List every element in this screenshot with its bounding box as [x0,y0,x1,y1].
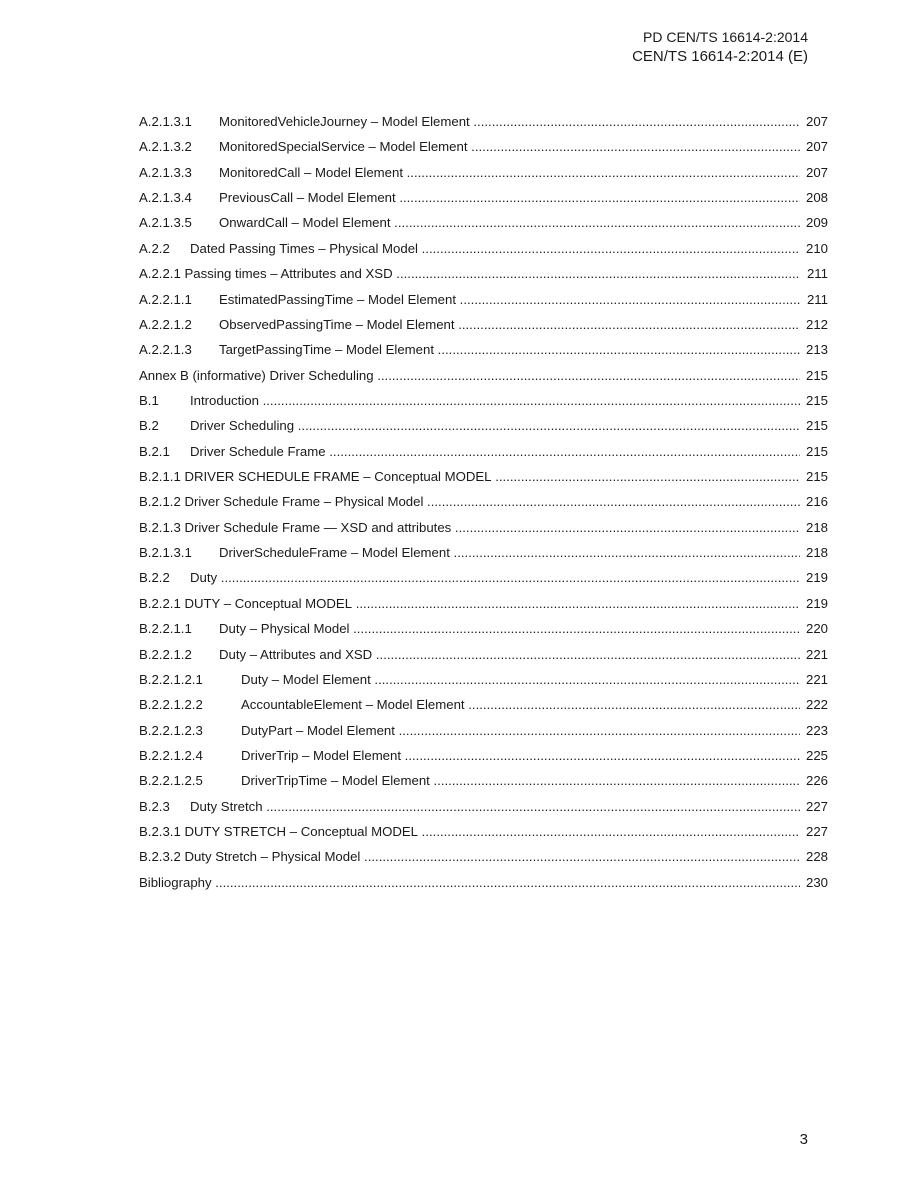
toc-entry[interactable] [139,113,828,138]
toc-entry[interactable] [139,214,828,239]
page-number: 3 [799,1131,808,1148]
toc-entry-text [139,468,800,486]
toc-entry-title: B.2.3.2 Duty Stretch – Physical Model [139,849,361,865]
toc-entry-text [139,493,800,511]
toc-entry[interactable] [139,392,828,417]
toc-entry-page: 212 [805,316,828,332]
toc-entry[interactable] [139,620,828,645]
toc-entry-title: Bibliography [139,874,212,890]
toc-entry[interactable] [139,138,828,163]
toc-entry-page: 207 [805,114,828,129]
toc-entry-title: Duty Stretch [190,798,263,814]
toc-entry-title: Duty [190,570,218,586]
toc-entry-page: 215 [805,367,828,383]
toc-entry-number: B.2.2.1.2.2 [139,697,203,713]
toc-entry-title: Driver Schedule Frame [190,443,326,459]
toc-entry-page: 221 [805,646,828,662]
toc-entry[interactable] [139,798,828,823]
toc-entry-text [139,214,800,232]
toc-entry-title: B.2.1.3 Driver Schedule Frame — XSD and attributes [139,519,452,535]
toc-entry-text [139,113,800,131]
toc-entry-page: 223 [805,722,828,738]
toc-entry[interactable] [139,265,828,290]
toc-entry-text [139,316,800,334]
toc-entry-text [139,417,800,435]
toc-entry-number: B.2.2.1.2 [139,646,192,662]
toc-entry-text [139,646,800,664]
toc-entry-text [139,772,800,790]
toc-entry-page: 208 [805,190,828,206]
toc-entry[interactable] [139,671,828,696]
toc-entry-number: A.2.2.1.2 [139,316,192,332]
toc-entry-text [139,544,800,562]
toc-entry-text [139,367,800,385]
toc-entry-text [139,189,800,207]
toc-entry-title: A.2.2.1 Passing times – Attributes and XSD [139,266,393,282]
toc-entry-page: 213 [805,342,828,358]
toc-entry-page: 219 [805,595,828,611]
toc-entry-number: A.2.1.3.2 [139,139,192,155]
toc-entry-number: B.1 [139,392,159,408]
toc-entry-text [139,823,800,841]
toc-entry-page: 227 [805,798,828,814]
toc-entry[interactable] [139,240,828,265]
toc-entry-title: MonitoredSpecialService – Model Element [219,139,468,155]
toc-entry-title: TargetPassingTime – Model Element [219,342,435,358]
toc-entry-page: 215 [805,469,828,485]
toc-entry-page: 230 [805,874,828,890]
toc-entry-number: A.2.2.1.3 [139,342,192,358]
toc-entry-page: 222 [805,697,828,713]
toc-entry-title: DutyPart – Model Element [241,722,395,738]
toc-entry-page: 218 [805,519,828,535]
toc-entry-title: DriverTrip – Model Element [241,747,402,763]
toc-entry-text [139,392,800,410]
table-of-contents [139,113,828,899]
toc-entry-title: B.2.2.1 DUTY – Conceptual MODEL [139,595,353,611]
toc-entry[interactable] [139,646,828,671]
toc-entry[interactable] [139,189,828,214]
toc-entry[interactable] [139,747,828,772]
document-standard-id: CEN/TS 16614-2:2014 (E) [632,48,808,65]
toc-entry-page: 221 [805,671,828,687]
toc-entry-page: 211 [806,291,828,307]
toc-entry-title: ObservedPassingTime – Model Element [219,316,455,332]
toc-entry-page: 216 [805,494,828,510]
toc-entry[interactable] [139,443,828,468]
toc-entry[interactable] [139,493,828,518]
toc-entry-number: B.2.2.1.2.4 [139,747,203,763]
toc-entry-number: B.2 [139,418,159,434]
toc-entry-page: 220 [805,621,828,637]
toc-entry[interactable] [139,291,828,316]
toc-entry-page: 207 [805,139,828,155]
toc-entry-page: 219 [805,570,828,586]
toc-entry[interactable] [139,164,828,189]
toc-entry-text [139,722,800,740]
toc-entry-text [139,164,800,182]
toc-entry-page: 225 [805,747,828,763]
toc-entry-page: 218 [805,545,828,561]
toc-entry-number: B.2.2.1.1 [139,621,192,637]
toc-entry-page: 209 [805,215,828,231]
toc-entry-page: 227 [805,824,828,840]
toc-entry-title: Driver Scheduling [190,418,295,434]
toc-entry-number: B.2.3 [139,798,170,814]
toc-entry-number: B.2.2.1.2.1 [139,671,203,687]
toc-entry-number: A.2.2 [139,240,170,256]
toc-entry-title: Introduction [190,392,259,408]
toc-entry[interactable] [139,316,828,341]
toc-entry-title: MonitoredVehicleJourney – Model Element [219,114,470,129]
toc-entry-number: B.2.2.1.2.5 [139,773,203,789]
toc-entry[interactable] [139,544,828,569]
toc-entry-text [139,519,800,537]
toc-entry-page: 211 [806,266,828,282]
toc-entry-title: DriverScheduleFrame – Model Element [219,545,450,561]
toc-entry-text [139,620,800,638]
toc-entry[interactable] [139,848,828,873]
toc-entry-text [139,798,800,816]
toc-entry-number: B.2.1 [139,443,170,459]
toc-entry-title: Duty – Attributes and XSD [219,646,373,662]
toc-entry[interactable] [139,823,828,848]
toc-entry-text [139,240,800,258]
toc-entry[interactable] [139,519,828,544]
toc-entry[interactable] [139,772,828,797]
toc-entry-page: 210 [805,240,828,256]
toc-entry-page: 215 [805,418,828,434]
toc-entry-number: A.2.1.3.3 [139,164,192,180]
toc-entry-title: B.2.3.1 DUTY STRETCH – Conceptual MODEL [139,824,418,840]
toc-entry-text [139,291,800,309]
toc-entry-text [139,595,800,613]
toc-entry-title: EstimatedPassingTime – Model Element [219,291,456,307]
toc-entry-title: DriverTripTime – Model Element [241,773,430,789]
toc-entry-title: Duty – Model Element [241,671,371,687]
toc-entry-page: 215 [805,392,828,408]
toc-entry-page: 228 [805,849,828,865]
toc-entry-title: AccountableElement – Model Element [241,697,465,713]
toc-entry-number: A.2.1.3.4 [139,190,192,206]
toc-entry-text [139,671,800,689]
toc-entry-number: A.2.2.1.1 [139,291,192,307]
toc-entry-number: A.2.1.3.1 [139,114,192,129]
toc-entry-text [139,874,800,892]
toc-entry-page: 207 [805,164,828,180]
toc-entry-number: A.2.1.3.5 [139,215,192,231]
toc-entry-title: OnwardCall – Model Element [219,215,391,231]
toc-entry[interactable] [139,417,828,442]
toc-entry[interactable] [139,569,828,594]
toc-entry[interactable] [139,722,828,747]
toc-entry-text [139,848,800,866]
page-header [632,28,808,67]
toc-entry-text [139,265,800,283]
toc-entry-page: 215 [805,443,828,459]
toc-entry-title: B.2.1.1 DRIVER SCHEDULE FRAME – Conceptual MODEL [139,469,492,485]
toc-entry-title: B.2.1.2 Driver Schedule Frame – Physical Model [139,494,424,510]
toc-entry-text [139,696,800,714]
toc-entry[interactable] [139,595,828,620]
toc-entry-title: PreviousCall – Model Element [219,190,396,206]
toc-entry-number: B.2.2 [139,570,170,586]
document-id: PD CEN/TS 16614-2:2014 [643,29,808,45]
toc-entry-text [139,138,800,156]
toc-entry-title: Dated Passing Times – Physical Model [190,240,418,256]
toc-entry-title: Duty – Physical Model [219,621,350,637]
toc-entry-number: B.2.1.3.1 [139,545,192,561]
toc-entry-title: Annex B (informative) Driver Scheduling [139,367,374,383]
toc-entry[interactable] [139,874,828,899]
toc-entry-title: MonitoredCall – Model Element [219,164,403,180]
toc-entry[interactable] [139,341,828,366]
toc-entry[interactable] [139,468,828,493]
toc-entry-text [139,569,800,587]
toc-entry-number: B.2.2.1.2.3 [139,722,203,738]
toc-entry-text [139,341,800,359]
toc-entry-text [139,443,800,461]
toc-entry-page: 226 [805,773,828,789]
toc-entry[interactable] [139,367,828,392]
toc-entry-text [139,747,800,765]
toc-entry[interactable] [139,696,828,721]
